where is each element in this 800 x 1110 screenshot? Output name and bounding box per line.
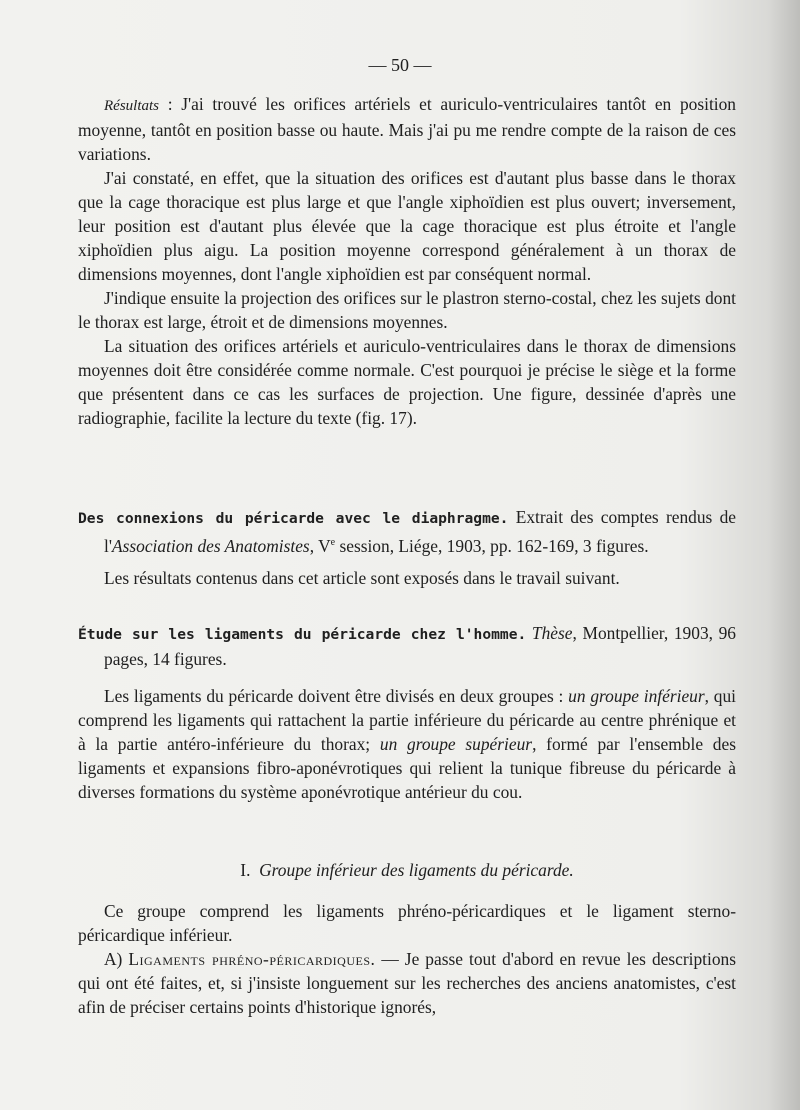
reference-title: Étude sur les ligaments du péricarde chez l'homme. xyxy=(78,626,527,643)
section-number: I. xyxy=(240,860,251,880)
reference-journal: Association des Anatomistes xyxy=(111,535,310,556)
results-paragraph xyxy=(78,92,736,166)
text-run: , formé par l'ensemble des ligaments et expansions fibro-aponévrotiques qui relient la tunique fibreuse du péricarde à diverses formations du système aponévrotique antérieur du cou. xyxy=(78,734,736,802)
reference-entry xyxy=(78,621,736,671)
results-separator: : xyxy=(159,94,182,114)
results-text: J'ai trouvé les orifices artériels et auriculo-ventriculaires tantôt en position moyenne, tantôt en position basse ou haute. Mais j'ai pu me rendre compte de la raison de ces variations. xyxy=(78,94,736,164)
emphasis-inferior-group: un groupe inférieur xyxy=(568,686,705,706)
inferior-group-section xyxy=(78,899,736,1019)
reference-ligaments-pericarde xyxy=(78,621,736,671)
reference-text: , Montpellier, 1903, 96 pages, 14 figures. xyxy=(104,623,737,669)
reference-pericarde-diaphragme xyxy=(78,505,736,558)
paragraph-orifices-position: J'ai constaté, en effet, que la situation des orifices est d'autant plus basse dans le thorax que la cage thoracique est plus large et que l'angle xiphoïdien est plus ouvert; inversement, leur position est d'autant plus élevée que la cage thoracique est plus étroite et l'angle xiphoïdien plus aigu. La position moyenne correspond généralement à un thorax de dimensions moyennes, dont l'angle xiphoïdien est par conséquent normal. xyxy=(78,168,736,284)
subsection-title: Ligaments phréno-péricardiques. xyxy=(128,949,376,969)
reference-note xyxy=(78,566,736,590)
reference-thesis: Thèse xyxy=(531,623,573,643)
section-title-text: Groupe inférieur des ligaments du péricarde. xyxy=(259,860,574,880)
item-label: A) xyxy=(104,949,129,969)
page-number: — 50 — xyxy=(368,55,432,75)
text-run: — Je passe tout d'abord en revue les descriptions qui ont été faites, et, si j'insiste longuement sur les recherches des anciens anatomistes, c'est afin de préciser certains points d'historique ignorés, xyxy=(78,949,737,1017)
reference-note-text: Les résultats contenus dans cet article sont exposés dans le travail suivant. xyxy=(104,568,620,588)
section-heading xyxy=(78,858,736,882)
reference-title: Des connexions du péricarde avec le diaphragme. xyxy=(78,510,509,527)
paragraph-projection: J'indique ensuite la projection des orifices sur le plastron sterno-costal, chez les sujets dont le thorax est large, étroit et de dimensions moyennes. xyxy=(78,288,736,332)
reference-text: Extrait des comptes rendus de l' xyxy=(104,507,737,556)
paragraph-normal-situation: La situation des orifices artériels et auriculo-ventriculaires dans le thorax de dimensions moyennes doit être considérée comme normale. C'est pourquoi je précise le siège et la forme que présentent dans ce cas les surfaces de projection. Une figure, dessinée d'après une radiographie, facilite la lecture du texte (fig. 17). xyxy=(78,336,736,428)
reference-entry xyxy=(78,505,736,558)
reference-text: session, Liége, 1903, pp. 162-169, 3 figures. xyxy=(335,535,649,556)
reference-text: , V xyxy=(309,535,331,556)
paragraph-group-contents: Ce groupe comprend les ligaments phréno-péricardiques et le ligament sterno-péricardique inférieur. xyxy=(78,901,736,945)
reference-superscript: e xyxy=(330,537,336,548)
text-run: , qui comprend les ligaments qui rattachent la partie inférieure du péricarde au centre phrénique et à la partie antéro-inférieure du thorax; xyxy=(78,686,737,754)
paragraph-ligament-groups xyxy=(78,684,736,804)
emphasis-superior-group: un groupe supérieur xyxy=(379,734,533,754)
results-section xyxy=(78,92,736,430)
section-title xyxy=(78,858,736,882)
results-lead: Résultats xyxy=(104,98,159,114)
ligament-groups-section xyxy=(78,684,736,804)
paragraph-phreno-pericardiques xyxy=(78,947,736,1019)
text-run: Les ligaments du péricarde doivent être divisés en deux groupes : xyxy=(104,686,569,706)
